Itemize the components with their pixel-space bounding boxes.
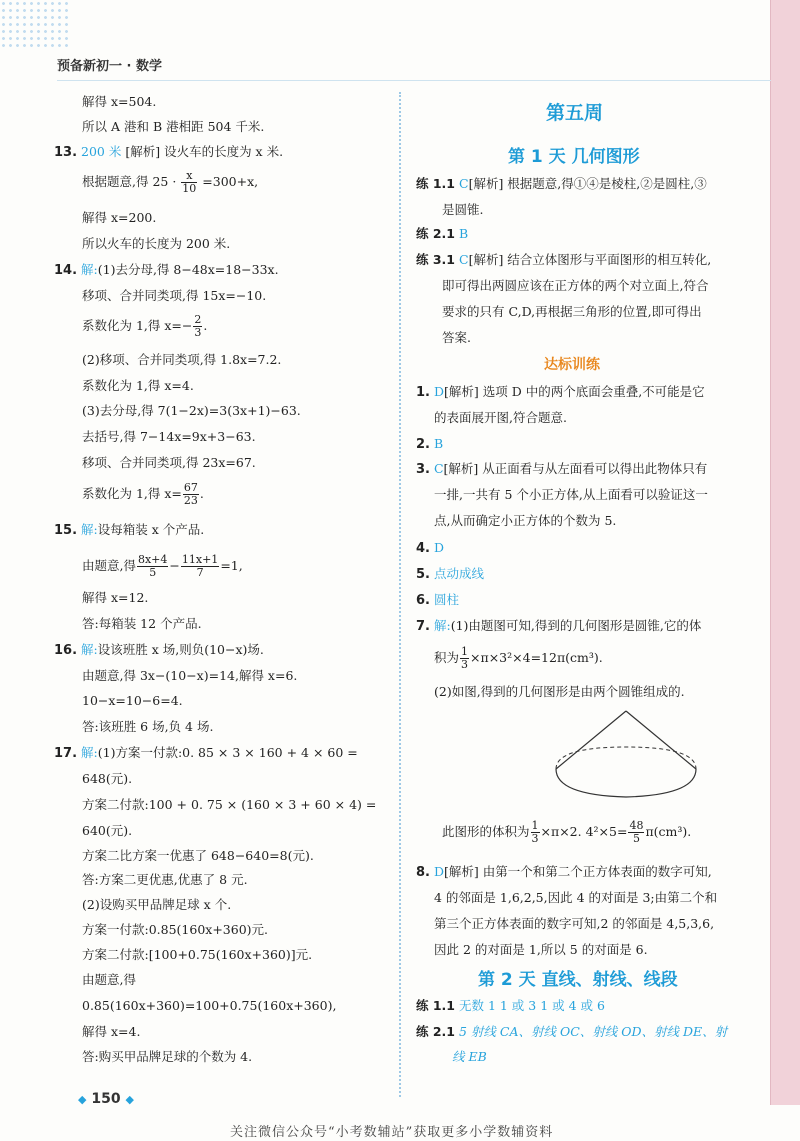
equation-line [434, 646, 603, 671]
answer-line: 由题意,得 3x−(10−x)=14,解得 x=6. [82, 668, 298, 683]
answer-text: (1)由题图可知,得到的几何图形是圆锥,它的体 [450, 618, 702, 633]
answer-line: 648(元). [82, 771, 133, 786]
question-number: 5. [416, 567, 430, 582]
answer-value: 无数 1 1 或 3 1 或 4 或 6 [458, 998, 605, 1013]
fraction: $\frac{1}{3}$ [531, 819, 539, 845]
answer-line: 由题意,得 [82, 972, 136, 987]
answer-text: [解析] 设火车的长度为 x 米. [125, 144, 284, 159]
page-number-dot: ◆ [78, 1093, 87, 1106]
equation-text: 由题意,得 [82, 558, 136, 573]
equation-line [82, 554, 243, 579]
answer-line: 所以火车的长度为 200 米. [82, 236, 231, 251]
answer-value: D [433, 864, 444, 879]
practice-label: 练 1.1 [416, 998, 455, 1013]
fraction: $\frac{48}{5}$ [629, 819, 644, 845]
page-number-text: 150 [91, 1091, 121, 1107]
answer-line: 要求的只有 C,D,再根据三角形的位置,即可得出 [442, 304, 702, 319]
practice-day2-1-1 [416, 996, 605, 1016]
column-divider [399, 92, 401, 1097]
answer-value: C [433, 461, 444, 476]
answer-line: 是圆锥. [442, 202, 484, 217]
answer-text: [解析] 从正面看与从左面看可以得出此物体只有 [443, 461, 708, 476]
question-number: 14. [54, 263, 78, 278]
answer-line: 移项、合并同类项,得 15x=−10. [82, 288, 267, 303]
question-number: 3. [416, 462, 430, 477]
answer-line: 0.85(160x+360)=100+0.75(160x+360), [82, 998, 337, 1013]
right-edge-line [770, 0, 771, 1105]
question-number: 4. [416, 541, 430, 556]
answer-line: 去括号,得 7−14x=9x+3−63. [82, 429, 256, 444]
solution-label: 解: [81, 262, 98, 277]
practice-day2-2-1 [416, 1022, 727, 1042]
page-number [78, 1091, 134, 1107]
practice-label: 练 1.1 [416, 176, 455, 191]
question-number: 17. [54, 746, 78, 761]
answer-value: B [458, 226, 469, 241]
answer-line: 答案. [442, 330, 471, 345]
answer-value: 圆柱 [433, 592, 459, 607]
answer-line: (2)设购买甲品牌足球 x 个. [82, 897, 232, 912]
practice-label: 练 3.1 [416, 252, 455, 267]
practice-2-1 [416, 224, 468, 244]
corner-dot-pattern [0, 0, 70, 48]
answer-value: 5 射线 CA、射线 OC、射线 OD、射线 DE、射 [458, 1024, 728, 1039]
answer-line: 4 的邻面是 1,6,2,5,因此 4 的对面是 3;由第二个和 [434, 890, 718, 905]
question-number: 16. [54, 643, 78, 658]
answer-line: 答:购买甲品牌足球的个数为 4. [82, 1049, 253, 1064]
answer-text: [解析] 结合立体图形与平面图形的相互转化, [468, 252, 712, 267]
equation-line [82, 314, 207, 339]
answer-line: 系数化为 1,得 x=4. [82, 378, 194, 393]
equation-text: . [203, 318, 208, 333]
practice-label: 练 2.1 [416, 1024, 455, 1039]
equation-text: − [169, 558, 180, 573]
fraction: $\frac{11x+1}{7}$ [181, 553, 219, 579]
fraction: $\frac{8x+4}{5}$ [137, 553, 168, 579]
answer-line: (2)如图,得到的几何图形是由两个圆锥组成的. [434, 684, 685, 699]
question-number: 7. [416, 619, 430, 634]
answer-value: C [458, 176, 469, 191]
training-question-2 [416, 434, 443, 455]
equation-text: =1, [220, 558, 243, 573]
question-number: 15. [54, 523, 78, 538]
answer-line: 即可得出两圆应该在正方体的两个对立面上,符合 [442, 278, 709, 293]
answer-line: 解得 x=12. [82, 590, 149, 605]
equation-text: . [199, 486, 204, 501]
fraction: $\frac{x}{10}$ [182, 169, 197, 195]
answer-line: 10−x=10−6=4. [82, 693, 183, 708]
answer-value: D [433, 384, 444, 399]
equation-text: 积为 [434, 650, 460, 665]
right-edge-band [771, 0, 800, 1105]
equation-line [82, 170, 258, 195]
answer-line: 点,从而确定小正方体的个数为 5. [434, 513, 617, 528]
answer-line: 方案二付款:[100+0.75(160x+360)]元. [82, 947, 313, 962]
question-number: 13. [54, 145, 78, 160]
equation-text: 此图形的体积为 [442, 824, 530, 839]
training-question-5 [416, 564, 484, 585]
answer-value: D [433, 540, 444, 555]
equation-text: ×π×3²×4=12π(cm³). [470, 650, 603, 665]
answer-value: 点动成线 [433, 566, 484, 581]
answer-value: B [433, 436, 444, 451]
answer-line: 所以 A 港和 B 港相距 504 千米. [82, 119, 265, 134]
answer-text: [解析] 由第一个和第二个正方体表面的数字可知, [444, 864, 712, 879]
equation-text: 系数化为 1,得 x= [82, 486, 182, 501]
training-question-1 [416, 382, 705, 403]
answer-line: 答:每箱装 12 个产品. [82, 616, 202, 631]
equation-line [442, 820, 691, 845]
question-number: 2. [416, 437, 430, 452]
answer-line: 答:该班胜 6 场,负 4 场. [82, 719, 214, 734]
question-13 [54, 142, 283, 163]
answer-line: 解得 x=504. [82, 94, 157, 109]
page-number-dot: ◆ [125, 1093, 134, 1106]
question-15 [54, 520, 204, 541]
training-question-4 [416, 538, 444, 559]
footer-note: 关注微信公众号“小考数辅站”获取更多小学数辅资料 [230, 1125, 554, 1140]
fraction: $\frac{2}{3}$ [194, 313, 202, 339]
equation-text: =300+x, [202, 174, 259, 189]
question-16 [54, 640, 264, 661]
equation-text: 根据题意,得 25 · [82, 174, 177, 189]
answer-value: 线 EB [452, 1049, 487, 1064]
solution-label: 解: [81, 642, 98, 657]
training-question-8 [416, 862, 712, 883]
header-rule [57, 80, 771, 81]
day-2-title: 第 2 天 直线、射线、线段 [478, 970, 678, 990]
equation-line [82, 482, 204, 507]
week-title: 第五周 [546, 102, 604, 124]
question-14 [54, 260, 279, 281]
double-cone-figure [546, 707, 706, 807]
equation-text: ×π×2. 4²×5= [540, 824, 628, 839]
practice-label: 练 2.1 [416, 226, 455, 241]
answer-line: 方案一付款:0.85(160x+360)元. [82, 922, 269, 937]
day-1-title: 第 1 天 几何图形 [508, 147, 640, 167]
training-question-3 [416, 459, 707, 480]
answer-line: 移项、合并同类项,得 23x=67. [82, 455, 256, 470]
answer-line: 答:方案二更优惠,优惠了 8 元. [82, 872, 248, 887]
practice-1-1 [416, 174, 707, 194]
answer-text: 设该班胜 x 场,则负(10−x)场. [97, 642, 264, 657]
solution-label: 解: [81, 745, 98, 760]
answer-line: 解得 x=200. [82, 210, 157, 225]
training-question-6 [416, 590, 459, 611]
fraction: $\frac{67}{23}$ [183, 481, 198, 507]
answer-line: 的表面展开图,符合题意. [434, 410, 567, 425]
answer-text: (1)去分母,得 8−48x=18−33x. [97, 262, 279, 277]
question-number: 8. [416, 865, 430, 880]
solution-label: 解: [433, 618, 451, 633]
answer-text: [解析] 选项 D 中的两个底面会重叠,不可能是它 [444, 384, 705, 399]
question-17 [54, 743, 358, 764]
answer-value: 200 米 [81, 144, 122, 159]
page-header: 预备新初一 · 数学 [57, 59, 162, 74]
fraction: $\frac{1}{3}$ [461, 645, 469, 671]
answer-line: (2)移项、合并同类项,得 1.8x=7.2. [82, 352, 282, 367]
question-number: 1. [416, 385, 430, 400]
equation-text: π(cm³). [645, 824, 692, 839]
practice-3-1 [416, 250, 711, 270]
answer-line: 解得 x=4. [82, 1024, 141, 1039]
training-section-title: 达标训练 [544, 357, 600, 373]
answer-text: 设每箱装 x 个产品. [97, 522, 205, 537]
question-number: 6. [416, 593, 430, 608]
answer-line: 方案二比方案一优惠了 648−640=8(元). [82, 848, 314, 863]
answer-value: C [458, 252, 469, 267]
answer-line: 第三个正方体表面的数字可知,2 的邻面是 4,5,3,6, [434, 916, 715, 931]
answer-line: 一排,一共有 5 个小正方体,从上面看可以验证这一 [434, 487, 708, 502]
answer-line: 因此 2 的对面是 1,所以 5 的对面是 6. [434, 942, 648, 957]
answer-text: (1)方案一付款:0. 85 × 3 × 160 + 4 × 60 = [97, 745, 358, 760]
answer-line: (3)去分母,得 7(1−2x)=3(3x+1)−63. [82, 403, 301, 418]
answer-line: 640(元). [82, 823, 133, 838]
training-question-7 [416, 616, 701, 637]
answer-line: 方案二付款:100 + 0. 75 × (160 × 3 + 60 × 4) = [82, 797, 377, 812]
solution-label: 解: [81, 522, 98, 537]
equation-text: 系数化为 1,得 x=− [82, 318, 193, 333]
answer-text: [解析] 根据题意,得①④是棱柱,②是圆柱,③ [468, 176, 707, 191]
